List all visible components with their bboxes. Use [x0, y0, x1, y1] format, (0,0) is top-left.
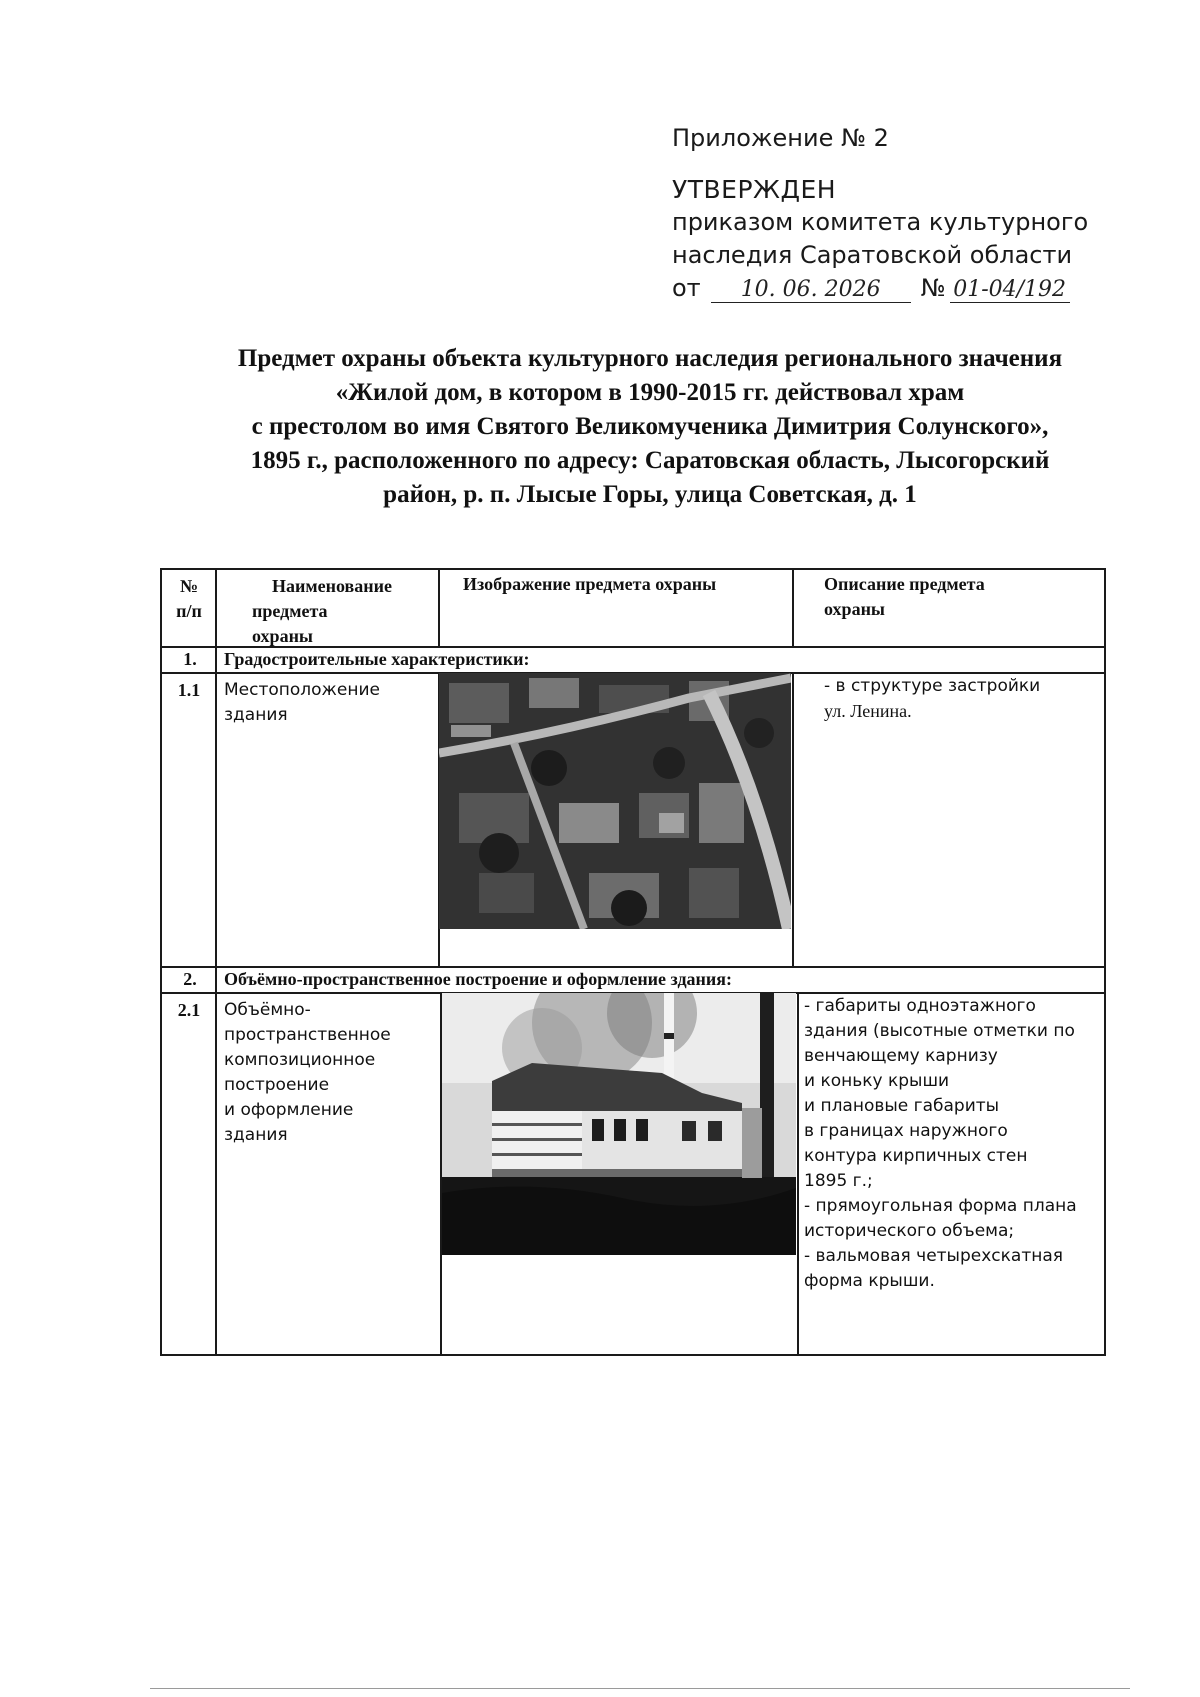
row-2-1-desc-line-6: в границах наружного [804, 1121, 1008, 1141]
row-2-1-desc-line-10: исторического объема; [804, 1221, 1015, 1241]
row-2-1-desc-line-5: и плановые габариты [804, 1096, 1000, 1116]
aerial-photo [439, 673, 791, 929]
row-1-1-num: 1.1 [177, 680, 201, 700]
row-2-1-desc-line-8: 1895 г.; [804, 1171, 873, 1191]
header-num-line-2: п/п [176, 601, 202, 621]
order-date-line [672, 272, 1132, 305]
scan-edge-line [150, 1688, 1130, 1689]
header-name-line-2: предмета [252, 601, 328, 621]
row-2-1-desc-line-1: - габариты одноэтажного [804, 996, 1036, 1016]
row-2-1-desc-line-7: контура кирпичных стен [804, 1146, 1028, 1166]
annex-label: Приложение № 2 [672, 124, 889, 152]
row-2-1-name-line-5: и оформление [224, 1100, 354, 1120]
header-num [168, 574, 210, 624]
row-2-1-num: 2.1 [177, 1000, 201, 1020]
rule-col-3-row1 [792, 672, 794, 967]
protection-table [160, 568, 1106, 1356]
table-border-top [160, 568, 1106, 570]
order-date: 10. 06. 2026 [711, 278, 911, 303]
row-2-1-name-line-4: построение [224, 1075, 330, 1095]
table-border-right [1104, 568, 1106, 1356]
row-2-1-name-line-1: Объёмно- [224, 1000, 311, 1020]
header-image: Изображение предмета охраны [463, 574, 717, 594]
row-2-1-desc-line-12: форма крыши. [804, 1271, 935, 1291]
section-1-title: Градостроительные характеристики: [224, 649, 530, 669]
from-label: от [672, 274, 701, 302]
title-line-3: с престолом во имя Святого Великомученика Димитрия Солунского», [251, 413, 1049, 440]
title-line-4: 1895 г., расположенного по адресу: Саратовская область, Лысогорский [250, 447, 1050, 474]
header-desc-line-1: Описание предмета [824, 574, 985, 594]
row-1-1-desc-line-1: - в структуре застройки [824, 676, 1041, 696]
rule-col-2-header [438, 568, 440, 647]
row-2-1-desc-line-2: здания (высотные отметки по [804, 1021, 1075, 1041]
row-2-1-name-line-2: пространственное [224, 1025, 391, 1045]
approved-label: УТВЕРЖДЕН [672, 175, 837, 204]
row-2-1-desc-line-4: и коньку крыши [804, 1071, 950, 1091]
header-name-line-1: Наименование [272, 576, 392, 596]
header-name [252, 574, 432, 649]
header-name-line-3: охраны [252, 626, 313, 646]
rule-col-1 [215, 568, 217, 1356]
row-1-1-desc-line-2: ул. Ленина. [824, 701, 912, 721]
approval-block [672, 122, 1132, 305]
section-2-title: Объёмно-пространственное построение и оформление здания: [224, 969, 733, 989]
section-1-num: 1. [183, 649, 197, 669]
section-2-num: 2. [183, 969, 197, 989]
row-1-1-name-line-2: здания [224, 705, 288, 725]
document-title [120, 342, 1180, 512]
row-2-1-name-line-6: здания [224, 1125, 288, 1145]
rule-col-3-header [792, 568, 794, 647]
header-desc-line-2: охраны [824, 599, 885, 619]
order-line-1: приказом комитета культурного [672, 208, 1089, 236]
building-photo-image [442, 993, 796, 1255]
row-2-1-desc-line-9: - прямоугольная форма плана [804, 1196, 1077, 1216]
order-number: 01-04/192 [950, 278, 1070, 303]
table-border-bottom [160, 1354, 1106, 1356]
aerial-photo-image [439, 673, 791, 929]
table-border-left [160, 568, 162, 1356]
row-2-1-desc-line-11: - вальмовая четырехскатная [804, 1246, 1063, 1266]
rule-col-3-row2 [797, 992, 799, 1356]
number-label: № [920, 274, 946, 302]
row-2-1-desc-line-3: венчающему карнизу [804, 1046, 998, 1066]
header-description [824, 572, 1094, 622]
order-line-2: наследия Саратовской области [672, 241, 1073, 269]
header-num-line-1: № [179, 576, 199, 596]
title-line-2: «Жилой дом, в котором в 1990-2015 гг. действовал храм [335, 379, 965, 406]
row-2-1-description [804, 994, 1102, 1294]
row-1-1-description [824, 674, 1099, 724]
row-1-1-name [224, 678, 434, 728]
row-1-1-name-line-1: Местоположение [224, 680, 380, 700]
title-line-5: район, р. п. Лысые Горы, улица Советская, д. 1 [383, 481, 917, 508]
building-photo [442, 993, 796, 1255]
title-line-1: Предмет охраны объекта культурного наследия регионального значения [237, 345, 1063, 372]
row-2-1-name-line-3: композиционное [224, 1050, 376, 1070]
row-2-1-name [224, 998, 436, 1148]
